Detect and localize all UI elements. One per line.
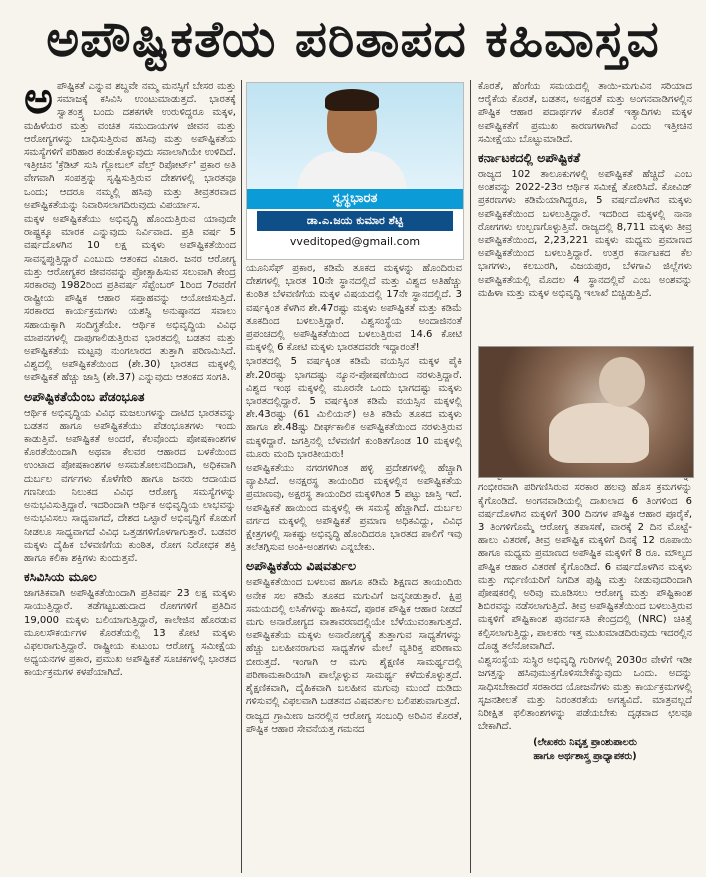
author-note-line: (ಲೇಖಕರು ನಿವೃತ್ತ ಪ್ರಾಂಶುಪಾಲರು	[533, 737, 637, 749]
paragraph: ಯೂನಿಸೆಫ್ ಪ್ರಕಾರ, ಕಡಿಮೆ ತೂಕದ ಮಕ್ಕಳನ್ನು ಹೊಂದಿರುವ ದೇಶಗಳಲ್ಲಿ ಭಾರತ 10ನೇ ಸ್ಥಾನದಲ್ಲಿದೆ ಮತ್ತು ವಿಶ್ವದ ಅತಿಹೆಚ್ಚು ಕುಂಠಿತ ಬೆಳವಣಿಗೆಯ ಮಕ್ಕಳ ವಿಷಯದಲ್ಲಿ 17ನೇ ಸ್ಥಾನದಲ್ಲಿದೆ. 3 ವರ್ಷಕ್ಕಿಂತ ಕೆಳಗಿನ ಶೇ.47ರಷ್ಟು ಮಕ್ಕಳು ಅಪೌಷ್ಟಿಕತೆ ಮತ್ತು ಕಡಿಮೆ ತೂಕದಿಂದ ಬಳಲುತ್ತಿದ್ದಾರೆ. ವಿಶ್ವಸಂಸ್ಥೆಯ ಅಂದಾಜಿನಂತೆ ಪ್ರಪಂಚದಲ್ಲಿ ಅಪೌಷ್ಟಿಕತೆಯಿಂದ ಬಳಲುತ್ತಿರುವ 14.6 ಕೋಟಿ ಮಕ್ಕಳಲ್ಲಿ 6 ಕೋಟಿ ಮಕ್ಕಳು ಭಾರತದವರೇ ಇದ್ದಾರಂತೆ!	[246, 263, 462, 354]
column-divider	[241, 80, 242, 873]
malnourished-child-photo	[478, 346, 694, 478]
article-column-2	[246, 262, 462, 875]
column-title: ಸ್ವಸ್ಥಭಾರತ	[247, 189, 463, 209]
paragraph: ಗಂಭೀರವಾಗಿ ಪರಿಗಣಿಸಿರುವ ಸರಕಾರ ಹಲವು ಹೊಸ ಕ್ರಮಗಳನ್ನು ಕೈಗೊಂಡಿದೆ. ಅಂಗನವಾಡಿಯಲ್ಲಿ ದಾಖಲಾದ 6 ತಿಂಗಳಿಂದ 6 ವರ್ಷದೊಳಗಿನ ಮಕ್ಕಳಿಗೆ 300 ದಿನಗಳ ಪೌಷ್ಟಿಕ ಆಹಾರ ಪೂರೈಕೆ, 3 ತಿಂಗಳಿಗೊಮ್ಮೆ ಆರೋಗ್ಯ ತಪಾಸಣೆ, ವಾರಕ್ಕೆ 2 ದಿನ ಮೊಟ್ಟೆ-ಹಾಲು ವಿತರಣೆ, ತೀವ್ರ ಅಪೌಷ್ಟಿಕ ಮಕ್ಕಳಿಗೆ ದಿನಕ್ಕೆ 12 ರೂಪಾಯಿ ಹಾಗೂ ಮಧ್ಯಮ ಪ್ರಮಾಣದ ಅಪೌಷ್ಟಿಕ ಮಕ್ಕಳಿಗೆ 8 ರೂ. ಮೌಲ್ಯದ ಪೌಷ್ಟಿಕ ಆಹಾರ ವಿತರಣೆ ಕೈಗೊಂಡಿದೆ. 6 ವರ್ಷದೊಳಗಿನ ಮಕ್ಕಳು ಮತ್ತು ಗರ್ಭಿಣಿಯರಿಗೆ ನಿಗದಿತ ಪುಷ್ಟಿ ಮತ್ತು ನೀಡುವುದರಿಂದಾಗಿ ಪೋಷಕರಲ್ಲಿ ಅರಿವು ಮೂಡಿಸಲು ಆರೋಗ್ಯ ಮತ್ತು ಪೌಷ್ಟಿಕಾಂಶ ಶಿಬಿರವನ್ನು ನಡೆಸಲಾಗುತ್ತಿದೆ. ತೀವ್ರ ಅಪೌಷ್ಟಿಕತೆಯಿಂದ ಬಳಲುತ್ತಿರುವ ಮಕ್ಕಳಿಗೆ ಪೌಷ್ಟಿಕಾಂಶ ಪುನರ್ವಸತಿ ಕೇಂದ್ರದಲ್ಲಿ (NRC) ಚಿಕಿತ್ಸೆ ಕಲ್ಪಿಸಲಾಗುತ್ತಿದ್ದು, ಪಾಲಕರು ಇತ್ತ ಮುಖಮಾಡದಿರುವುದು ಇದರಲ್ಲಿನ ದೊಡ್ಡ ತಲೆನೋವಾಗಿದೆ.	[478, 482, 692, 652]
column-divider	[470, 80, 471, 873]
paragraph: ಮಕ್ಕಳ ಅಪೌಷ್ಟಿಕತೆಯು ಅಭಿವೃದ್ಧಿ ಹೊಂದುತ್ತಿರುವ ಯಾವುದೇ ರಾಷ್ಟ್ರಕ್ಕೂ ಮಾರಕ ಎನ್ನುವುದು ನಿರ್ವಿವಾದ. ಪ್ರತಿ ವರ್ಷ 5 ವರ್ಷದೊಳಗಿನ 10 ಲಕ್ಷ ಮಕ್ಕಳು ಅಪೌಷ್ಟಿಕತೆಯಿಂದ ಸಾವನ್ನಪ್ಪುತ್ತಿದ್ದಾರೆ ಎಂಬುದು ಆತಂಕದ ವಿಚಾರ. ಜನರ ಆರೋಗ್ಯ ಮತ್ತು ಆರೋಗ್ಯಕರ ಜೀವನವನ್ನು ಪ್ರೋತ್ಸಾಹಿಸುವ ಸಲುವಾಗಿ ಕೇಂದ್ರ ಸರಕಾರವು 1982ರಿಂದ ಪ್ರತಿವರ್ಷ ಸೆಪ್ಟೆಂಬರ್ 1ರಿಂದ 7ರವರೆಗೆ ರಾಷ್ಟ್ರೀಯ ಪೌಷ್ಟಿಕ ಆಹಾರ ಸಪ್ತಾಹವನ್ನು ಆಯೋಜಿಸುತ್ತಿದೆ. ಸರಕಾರದ ಕಾರ್ಯಕ್ರಮಗಳು ಯಶಸ್ವಿ ಅನುಷ್ಠಾನದ ಸವಾಲು ಸಹಾಯಕ್ಕಾಗಿ ಸಂದಿಗ್ಧತೆಯೇ. ಆರ್ಥಿಕ ಅಭಿವೃದ್ಧಿಯ ವಿವಿಧ ಮಾಪನಗಳಲ್ಲಿ ದಾಪುಗಾಲಿಡುತ್ತಿರುವ ಭಾರತದಲ್ಲಿ ಬಡತನ ಮತ್ತು ಅಪೌಷ್ಟಿಕತೆಯ ಮಟ್ಟವು ನುಂಗಲಾರದ ತುತ್ತಾಗಿ ಪರಿಣಮಿಸಿದೆ. ವಿಶ್ವದಲ್ಲಿ ಅಪೌಷ್ಟಿಕತೆಯಿಂದ (ಶೇ.30) ಭಾರತದ ಮಕ್ಕಳಲ್ಲಿ ಅಪೌಷ್ಟಿಕತೆ ಹೆಚ್ಚು ಜಾಸ್ತಿ (ಶೇ.37) ಎನ್ನುವುದು ಆತಂಕದ ಸಂಗತಿ.	[24, 214, 236, 384]
subheading: ಕರ್ನಾಟಕದಲ್ಲಿ ಅಪೌಷ್ಟಿಕತೆ	[478, 150, 581, 166]
author-note-line: ಹಾಗೂ ಅರ್ಥಶಾಸ್ತ್ರ ಪ್ರಾಧ್ಯಾಪಕರು)	[533, 750, 637, 762]
paragraph: ವಿಶ್ವಸಂಸ್ಥೆಯ ಸುಸ್ಥಿರ ಅಭಿವೃದ್ಧಿ ಗುರಿಗಳಲ್ಲಿ 2030ರ ವೇಳೆಗೆ ಇಡೀ ಜಗತ್ತನ್ನು ಹಸಿವುಮುಕ್ತಗೊಳಿಸಬೇಕೆನ್ನುವುದು ಒಂದು. ಅದನ್ನು ಸಾಧಿಸಬೇಕಾದರೆ ಸರಕಾರದ ಯೋಜನೆಗಳು ಮತ್ತು ಕಾರ್ಯಕ್ರಮಗಳಲ್ಲಿ ಸೃಜನಶೀಲತೆ ಮತ್ತು ನಿರಂತರತೆಯ ಅಗತ್ಯವಿದೆ. ಮಾತ್ರವಲ್ಲದೆ ನಿರೀಕ್ಷಿತ ಫಲಿತಾಂಶಗಳನ್ನು ಪಡೆಯಬೇಕು ದೃಢವಾದ ಛಲವೂ ಬೇಕಾಗಿದೆ.	[478, 655, 692, 733]
author-name: ಡಾ.ಎ.ಜಯ ಕುಮಾರ ಶೆಟ್ಟಿ	[257, 211, 453, 231]
subheading: ಕಸಿವಿಸಿಯ ಮೂಲ	[24, 569, 97, 585]
author-hair	[325, 89, 379, 111]
paragraph: ಜಾಗತಿಕವಾಗಿ ಅಪೌಷ್ಟಿಕತೆಯಿಂದಾಗಿ ಪ್ರತಿವರ್ಷ 23 ಲಕ್ಷ ಮಕ್ಕಳು ಸಾಯುತ್ತಿದ್ದಾರೆ. ತಡೆಗಟ್ಟಬಹುದಾದ ರೋಗಗಳಿಗೆ ಪ್ರತಿದಿನ 19,000 ಮಕ್ಕಳು ಬಲಿಯಾಗುತ್ತಿದ್ದಾರೆ, ಕಾಲೇಜಿನ ಹೊರಡುವ ಮೂಲಸೌಕರ್ಯಗಳ ಕೊರತೆಯಲ್ಲಿ 13 ಕೋಟಿ ಮಕ್ಕಳು ವಿಫಲರಾಗುತ್ತಿದ್ದಾರೆ. ರಾಷ್ಟ್ರೀಯ ಕುಟುಂಬ ಆರೋಗ್ಯ ಸಮೀಕ್ಷೆಯ ಅಧ್ಯಯನಗಳ ಪ್ರಕಾರ, ಪ್ರಮುಖ ಅಪೌಷ್ಟಿಕತೆ ಸೂಚಕಗಳಲ್ಲಿ ಭಾರತದ ಕಾರ್ಯಕ್ರಮಗಳ ಕಳಪೆಯಾಗಿದೆ.	[24, 588, 236, 679]
paragraph: ಕೊರತೆ, ಹೆಂಗೆಯ ಸಮಯದಲ್ಲಿ ತಾಯಿ-ಮಗುವಿನ ಸರಿಯಾದ ಆರೈಕೆಯ ಕೊರತೆ, ಬಡತನ, ಅನಕ್ಷರತೆ ಮತ್ತು ಅಂಗನವಾಡಿಗಳಲ್ಲಿನ ಪೌಷ್ಟಿಕ ಆಹಾರ ಪದಾರ್ಥಗಳ ಕೊರತೆ ಇತ್ಯಾದಿಗಳು ಮಕ್ಕಳ ಅಪೌಷ್ಟಿಕತೆಗೆ ಪ್ರಮುಖ ಕಾರಣಗಳಾಗಿವೆ ಎಂದು ಇತ್ತೀಚಿನ ಸಮೀಕ್ಷೆಯು ಬೊಟ್ಟುಮಾಡಿದೆ.	[478, 81, 692, 145]
paragraph: ರಾಜ್ಯದ 102 ತಾಲೂಕುಗಳಲ್ಲಿ ಅಪೌಷ್ಟಿಕತೆ ಹೆಚ್ಚಿದೆ ಎಂಬ ಅಂಶವನ್ನು 2022-23ರ ಆರ್ಥಿಕ ಸಮೀಕ್ಷೆ ತೋರಿಸಿದೆ. ಕೋವಿಡ್ ಪ್ರಕರಣಗಳು ಕಡಿಮೆಯಾಗಿದ್ದರೂ, 5 ವರ್ಷದೊಳಗಿನ ಮಕ್ಕಳು ಅಪೌಷ್ಟಿಕತೆಯಿಂದ ಬಳಲುತ್ತಿದ್ದಾರೆ. ಇದರಿಂದ ಮಕ್ಕಳಲ್ಲಿ ನಾನಾ ರೋಗಗಳು ಉಲ್ಬಣಗೊಳ್ಳುತ್ತಿವೆ. ರಾಜ್ಯದಲ್ಲಿ 8,711 ಮಕ್ಕಳು ತೀವ್ರ ಅಪೌಷ್ಟಿಕತೆಯಿಂದ, 2,23,221 ಮಕ್ಕಳು ಮಧ್ಯಮ ಪ್ರಮಾಣದ ಅಪೌಷ್ಟಿಕತೆಯಿಂದ ಬಳಲುತ್ತಿದ್ದಾರೆ. ಉತ್ತರ ಕರ್ನಾಟಕದ ಕೆಲ ಭಾಗಗಳು, ಕಲಬುರಗಿ, ವಿಜಯಪುರ, ಬೆಳಗಾವಿ ಜಿಲ್ಲೆಗಳು ಅಪೌಷ್ಟಿಕತೆಯಲ್ಲಿ ಮೊದಲ 4 ಸ್ಥಾನದಲ್ಲಿವೆ ಎಂಬ ಅಂಶವನ್ನು ಮಹಿಳಾ ಮತ್ತು ಮಕ್ಕಳ ಅಭಿವೃದ್ಧಿ ಇಲಾಖೆ ಬಿಚ್ಚಿಡುತ್ತಿದೆ.	[478, 169, 692, 299]
author-email[interactable]: vveditoped@gmail.com	[289, 235, 421, 248]
paragraph: ಭಾರತದಲ್ಲಿ 5 ವರ್ಷಕ್ಕಿಂತ ಕಡಿಮೆ ವಯಸ್ಸಿನ ಮಕ್ಕಳ ಪೈಕಿ ಶೇ.20ರಷ್ಟು ಭಾಗದಷ್ಟು ನ್ಯೂನ-ಪೋಷಣೆಯಿಂದ ನರಳುತ್ತಿದ್ದಾರೆ. ವಿಶ್ವದ ಇಂಥ ಮಕ್ಕಳಲ್ಲಿ ಮೂರನೇ ಒಂದು ಭಾಗದಷ್ಟು ಮಕ್ಕಳು ಭಾರತದಲ್ಲಿದ್ದಾರೆ. 5 ವರ್ಷಕ್ಕಿಂತ ಕಡಿಮೆ ವಯಸ್ಸಿನ ಮಕ್ಕಳಲ್ಲಿ ಶೇ.43ರಷ್ಟು (61 ಮಿಲಿಯನ್) ಅತಿ ಕಡಿಮೆ ತೂಕದ ಮಕ್ಕಳು ಹಾಗೂ ಶೇ.48ಷ್ಟು ದೀರ್ಘಕಾಲಿಕ ಅಪೌಷ್ಟಿಕತೆಯಿಂದ ನರಳುತ್ತಿರುವ ಮಕ್ಕಳಿದ್ದಾರೆ. ಜಗತ್ತಿನಲ್ಲಿ ಬೆಳವಣಿಗೆ ಕುಂಠಿತಗೊಂಡ 10 ಮಕ್ಕಳಲ್ಲಿ ಮೂರು ಮಂದಿ ಭಾರತೀಯರು!	[246, 356, 462, 460]
author-photo-box	[246, 82, 464, 260]
child-body	[549, 403, 649, 463]
paragraph: ರಾಜ್ಯದ ಗ್ರಾಮೀಣ ಜನರಲ್ಲಿನ ಆರೋಗ್ಯ ಸಂಬಂಧಿ ಅರಿವಿನ ಕೊರತೆ, ಪೌಷ್ಟಿಕ ಆಹಾರ ಸೇವನೆಯತ್ತ ಗಮನದ	[246, 710, 462, 735]
drop-cap: ಅ	[24, 80, 53, 124]
author-note	[478, 736, 692, 762]
paragraph: ಆರ್ಥಿಕ ಅಭಿವೃದ್ಧಿಯ ವಿವಿಧ ಮಜಲುಗಳನ್ನು ದಾಟಿದ ಭಾರತವನ್ನು ಬಡತನ ಹಾಗೂ ಅಪೌಷ್ಟಿಕತೆಯು ಪೆಡಂಭೂತಗಳು ಇಂದು ಕಾಡುತ್ತಿವೆ. ಅಪೌಷ್ಟಿಕತೆ ಅಂದರೆ, ಕೆಲವೊಂದು ಪೋಷಕಾಂಶಗಳ ಕೊರತೆಯಿಂದಾಗಿ ಅಥವಾ ಕೆಲವರ ಆಹಾರದ ಬಳಕೆಯಿಂದ ಉಂಟಾದ ಪೋಷಕಾಂಶಗಳ ಅಸಮತೋಲನದಿಂದಾಗಿ, ಅಧಿಕವಾಗಿ ದುರ್ಬಲ ವರ್ಗಗಳು ಕೊಳೆಗೇರಿ ಹಾಗೂ ಜನರು ಆದಾಯದ ಗಣನೀಯ ನಿಲುಕದ ವಿವಿಧ ಆರೋಗ್ಯ ಸಮಸ್ಯೆಗಳನ್ನು ಅನುಭವಿಸುತ್ತಿದ್ದಾರೆ. ಇದರಿಂದಾಗಿ ಆರ್ಥಿಕ ಅಭಿವೃದ್ಧಿಯ ಲಾಭವನ್ನು ಅನುಭವಿಸಲು ಸಾಧ್ಯವಾಗದೆ, ದೇಶದ ಒಟ್ಟಾರೆ ಅಭಿವೃದ್ಧಿಗೆ ಕೊಡುಗೆ ನೀಡಲೂ ಸಾಧ್ಯವಾಗದೆ ವಿವಿಧ ಒತ್ತಡಗಳಿಗೊಳಗಾಗುತ್ತಾರೆ. ಬಡವರ ಮಕ್ಕಳು ದೈಹಿಕ ಬೆಳವಣಿಗೆಯ ಕುಂಠಿತ, ರೋಗ ನಿರೋಧಕ ಶಕ್ತಿ ಹಾಗೂ ಕಲಿಕಾ ಶಕ್ತಿಗಳು ಕುಂದುತ್ತವೆ.	[24, 407, 236, 564]
paragraph: ಅಪೌಷ್ಟಿಕತೆಯಿಂದ ಬಳಲುವ ಹಾಗೂ ಕಡಿಮೆ ಶಿಕ್ಷಣದ ತಾಯಂದಿರು ಅನೇಕ ಸಲ ಕಡಿಮೆ ತೂಕದ ಮಗುವಿಗೆ ಜನ್ಮನೀಡುತ್ತಾರೆ. ಕ್ಷಿಪ್ರ ಸಮಯದಲ್ಲಿ ಲಸಿಕೆಗಳನ್ನು ಹಾಕಿಸದೆ, ಪೂರಕ ಪೌಷ್ಟಿಕ ಆಹಾರ ನೀಡದೆ ಮಗು ಅನಾರೋಗ್ಯದ ವಾತಾವರಣದಲ್ಲಿಯೇ ಬೆಳೆಯುವಂತಾಗುತ್ತದೆ. ಅಪೌಷ್ಟಿಕತೆಯ ಮಕ್ಕಳು ಅನಾರೋಗ್ಯಕ್ಕೆ ತುತ್ತಾಗುವ ಸಾಧ್ಯತೆಗಳನ್ನು ಹೆಚ್ಚು ಬಲಹೀನರಾಗುವ ಸಾಧ್ಯತೆಗಳ ಮೇಲೆ ವ್ಯತಿರಿಕ್ತ ಪರಿಣಾಮ ಬೀರುತ್ತದೆ. ಇಂಗಾಗಿ ಆ ಮಗು ಶೈಕ್ಷಣಿಕ ಸಾಮರ್ಥ್ಯದಲ್ಲಿ ಪರಿಣಾಮಕಾರಿಯಾಗಿ ಪಾಲ್ಗೊಳ್ಳುವ ಸಾಮರ್ಥ್ಯ ಕಳೆದುಕೊಳ್ಳುತ್ತದೆ. ಶೈಕ್ಷಣಿಕವಾಗಿ, ದೈಹಿಕವಾಗಿ ಬಲಹೀನ ಮಗುವು ಮುಂದೆ ದುಡಿದು ಗಳಿಸುವಲ್ಲಿ ವಿಫಲವಾಗಿ ಬಡತನದ ವಿಷವರ್ತುಲ ಬಲಿಪಶುವಾಗುತ್ತದೆ.	[246, 577, 462, 708]
subheading: ಅಪೌಷ್ಟಿಕತೆಯೆಂಬ ಪೆಡಂಭೂತ	[24, 388, 145, 404]
lead-paragraph	[24, 80, 236, 212]
paragraph-text: ಪೌಷ್ಟಿಕತೆ ಎನ್ನುವ ಶಬ್ದವೇ ನಮ್ಮ ಮನಸ್ಸಿಗೆ ಬೇಸರ ಮತ್ತು ಸಮಾಜಕ್ಕೆ ಕಸಿವಿಸಿ ಉಂಟುಮಾಡುತ್ತದೆ. ಭಾರತಕ್ಕೆ ಸ್ವಾತಂತ್ರ್ಯ ಬಂದು ದಶಕಗಳೇ ಉರುಳಿದ್ದರೂ ಮಕ್ಕಳ, ಮಹಿಳೆಯರ ಮತ್ತು ವಂಚಿತ ಸಮುದಾಯಗಳ ಜೀವನ ಮತ್ತು ಆರೋಗ್ಯಗಳನ್ನು ಬಾಧಿಸುತ್ತಿರುವ ಹಸಿವು ಮತ್ತು ಅಪೌಷ್ಟಿಕತೆಯ ಸಮಸ್ಯೆಗಳಿಗೆ ಪರಿಹಾರ ಕಂಡುಕೊಳ್ಳುವುದು ಸವಾಲಾಗಿಯೇ ಉಳಿದಿದೆ. ಇತ್ತೀಚಿನ 'ಕ್ರೆಡಿಟ್ ಸುಸಿ ಗ್ಲೋಬಲ್ ವೆಲ್ತ್ ರಿಪೋರ್ಟ್' ಪ್ರಕಾರ ಅತಿ ವೇಗವಾಗಿ ಸಂಪತ್ತನ್ನು ಸೃಷ್ಟಿಸುತ್ತಿರುವ ದೇಶಗಳಲ್ಲಿ ಭಾರತವೂ ಒಂದು; ಆದರೂ ನಮ್ಮಲ್ಲಿ ಹಸಿವು ಮತ್ತು ತೀವ್ರತರವಾದ ಅಪೌಷ್ಟಿಕತೆಯನ್ನು ನಿವಾರಿಸಲಾಗದಿರುವುದು ವಿಪರ್ಯಾಸ.	[24, 81, 236, 211]
article-column-1	[24, 80, 236, 875]
paragraph: ಅಪೌಷ್ಟಿಕತೆಯು ನಗರಗಳಿಗಿಂತ ಹಳ್ಳಿ ಪ್ರದೇಶಗಳಲ್ಲಿ ಹೆಚ್ಚಾಗಿ ವ್ಯಾಪಿಸಿದೆ. ಅನಕ್ಷರಸ್ಥ ತಾಯಂದಿರ ಮಕ್ಕಳಲ್ಲಿನ ಅಪೌಷ್ಟಿಕತೆಯ ಪ್ರಮಾಣವು, ಅಕ್ಷರಸ್ಥ ತಾಯಂದಿರ ಮಕ್ಕಳಿಗಿಂತ 5 ಪಟ್ಟು ಜಾಸ್ತಿ ಇದೆ. ಅಪೌಷ್ಟಿಕತೆ ಹಾಯಿಂದ ಮಕ್ಕಳಲ್ಲಿ ಈ ಸಮಸ್ಯೆ ಹೆಚ್ಚಾಗಿದೆ. ದುರ್ಬಲ ವರ್ಗದ ಮಕ್ಕಳಲ್ಲಿ ಅಪೌಷ್ಟಿಕತೆ ಪ್ರಮಾಣ ಅಧಿಕವಿದ್ದು, ವಿವಿಧ ಕ್ಷೇತ್ರಗಳಲ್ಲಿ ಸಾಕಷ್ಟು ಅಭಿವೃದ್ಧಿ ಹೊಂದಿದರೂ ಭಾರತದ ಪಾಲಿಗೆ ಇವು ತಲೆತಗ್ಗಿಸುವ ಅಂಕಿ-ಅಂಶಗಳು ಎನ್ನಬೇಕು.	[246, 463, 462, 554]
child-head	[599, 357, 645, 407]
subheading: ಅಪೌಷ್ಟಿಕತೆಯ ವಿಷವರ್ತುಲ	[246, 558, 357, 574]
page-headline: ಅಪೌಷ್ಟಿಕತೆಯ ಪರಿತಾಪದ ಕಹಿವಾಸ್ತವ	[46, 9, 660, 68]
